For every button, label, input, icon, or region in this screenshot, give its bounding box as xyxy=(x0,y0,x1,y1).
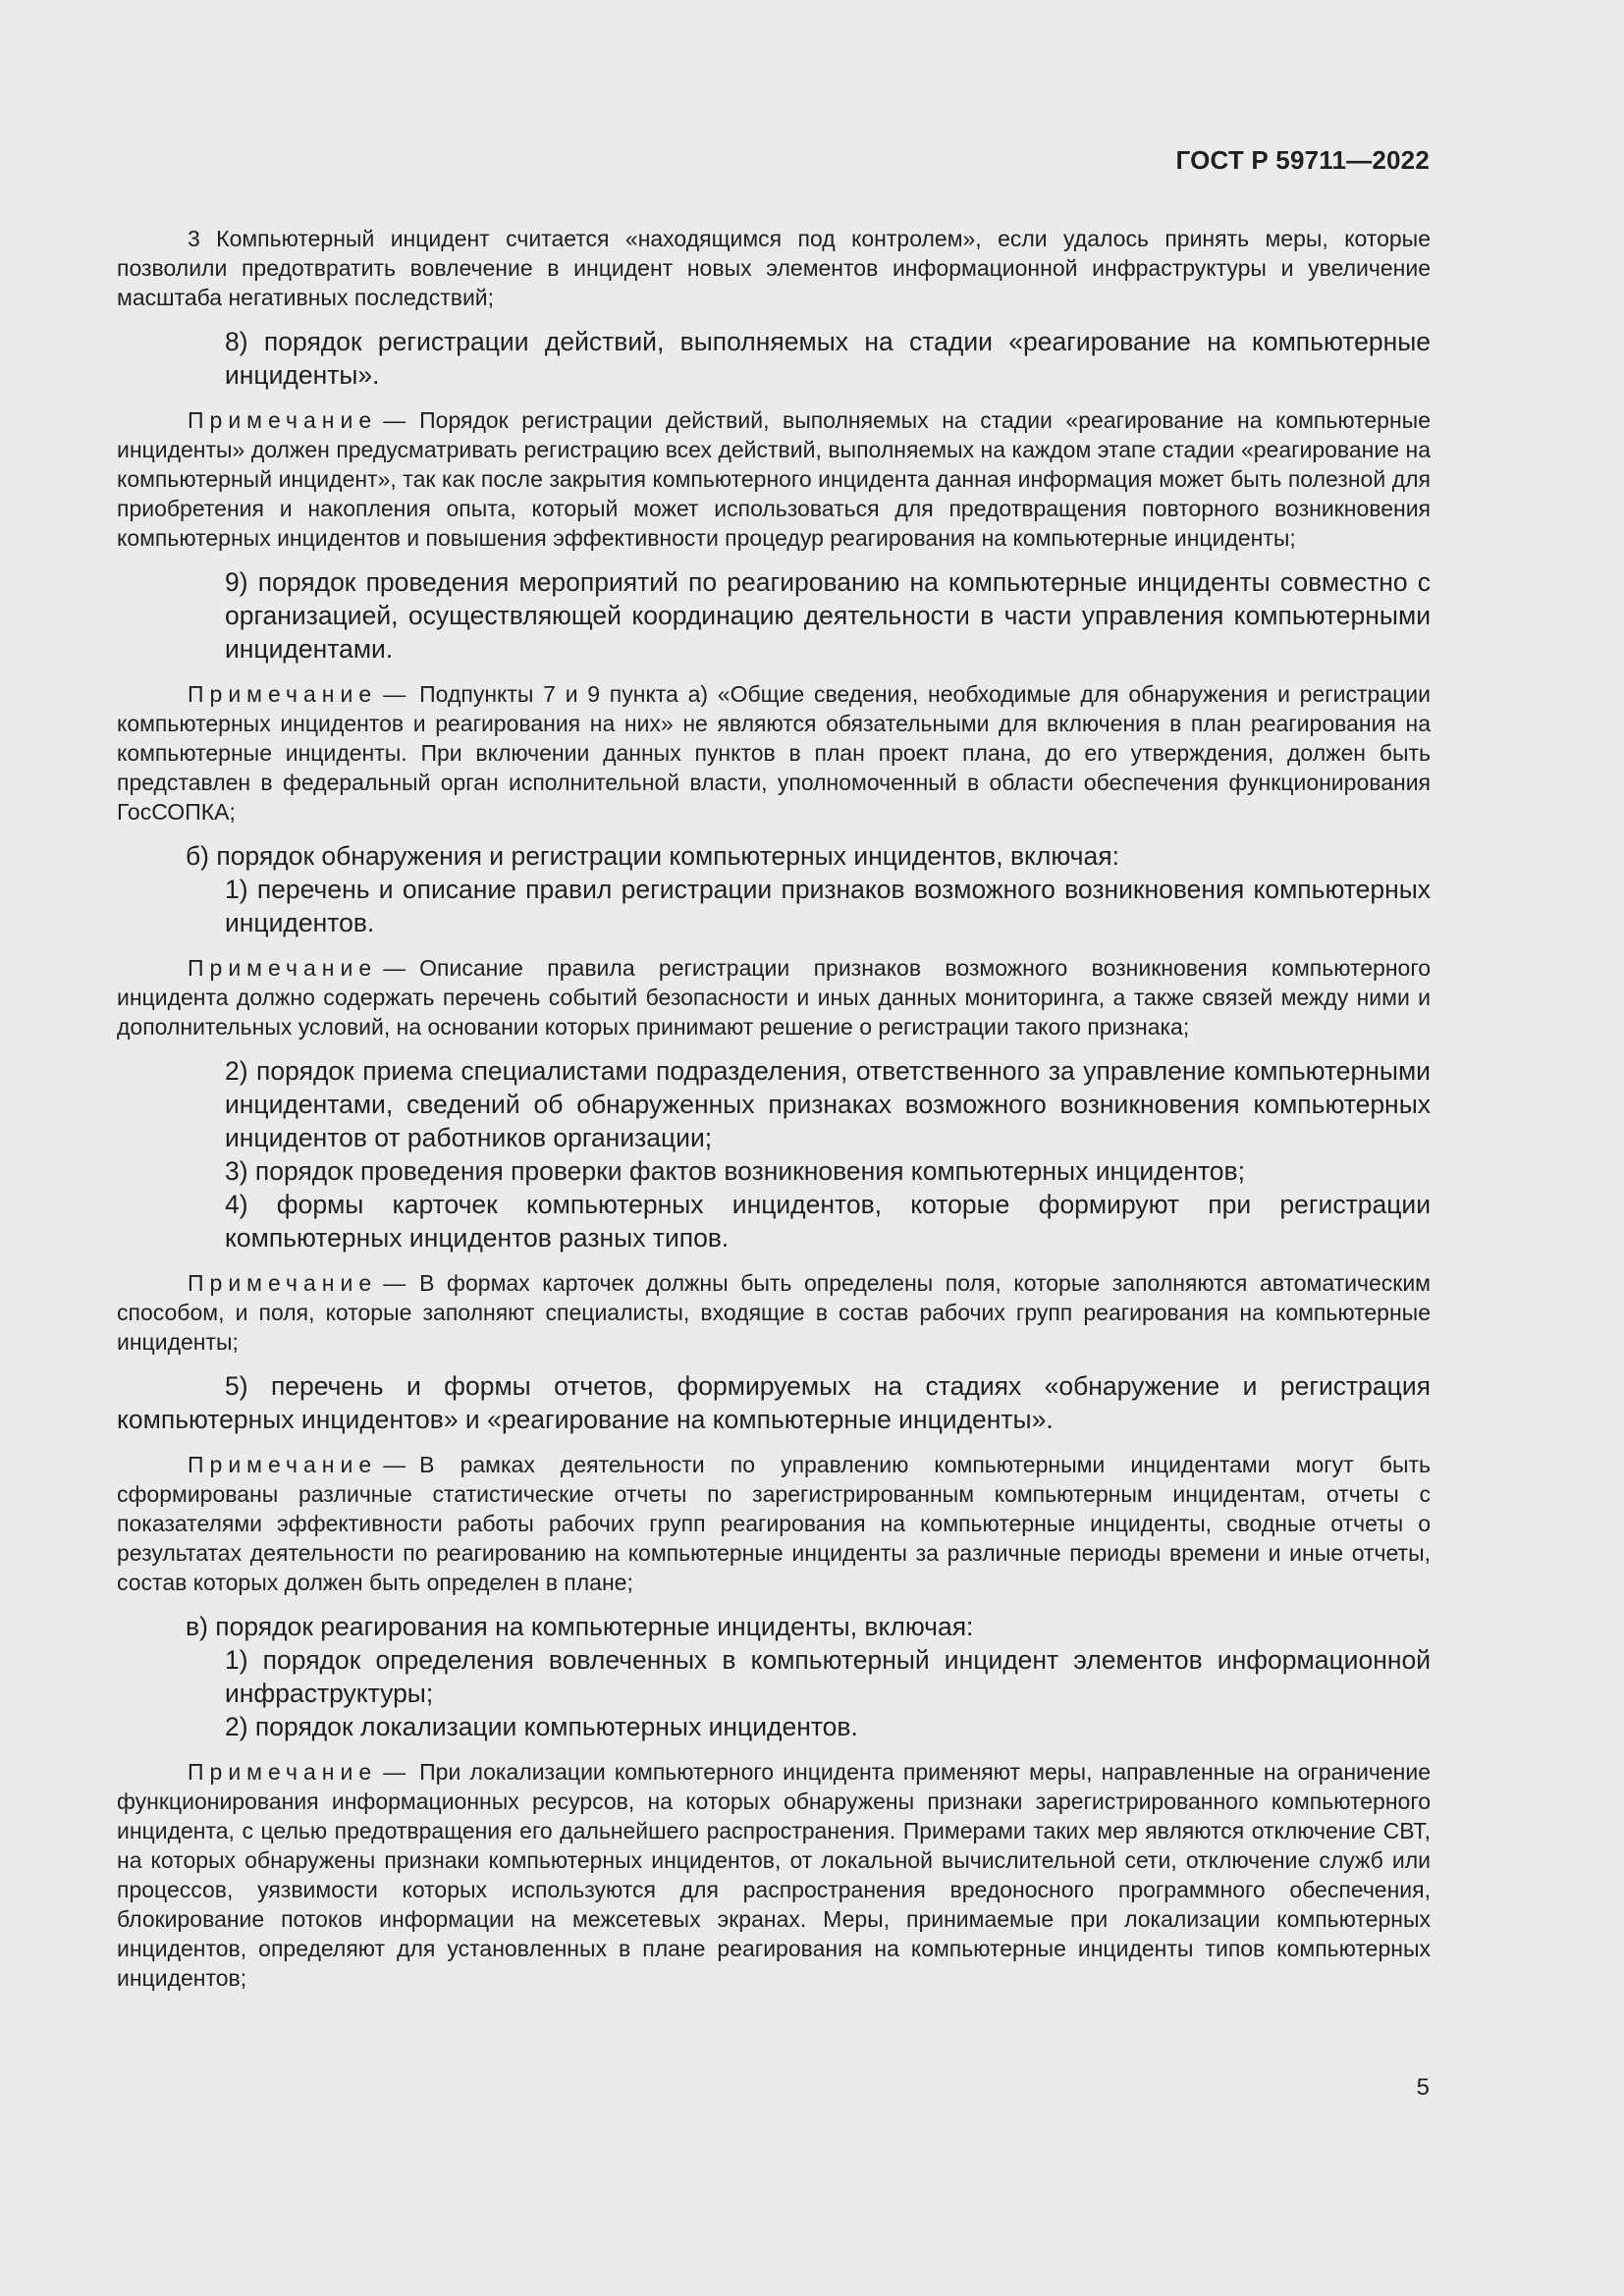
section-b-item-5: 5) перечень и формы отчетов, формируемых на стадиях «обнаружение и регистрация компьютерных инцидентов» и «реагирование на компьютерные инциденты». xyxy=(117,1371,1431,1434)
note-text: Подпункты 7 и 9 пункта а) «Общие сведения, необходимые для обнаружения и регистрации компьютерных инцидентов и реагирования на них» не являются обязательными для включения в план реагирования на компьютерные инциденты. При включении данных пунктов в план проект плана, до его утверждения, должен быть представлен в федеральный орган исполнительной власти, уполномоченный в области обеспечения функционирования ГосСОПКА; xyxy=(117,681,1431,825)
note-1 xyxy=(117,405,1431,553)
section-v-item-1: 1) порядок определения вовлеченных в компьютерный инцидент элементов информационной инфраструктуры; xyxy=(225,1645,1431,1708)
note-label: Примечание xyxy=(188,1452,378,1477)
section-b-item-3: 3) порядок проведения проверки фактов возникновения компьютерных инцидентов; xyxy=(225,1156,1245,1186)
page-body xyxy=(117,224,1431,2005)
paragraph-note-3: 3 Компьютерный инцидент считается «находящимся под контролем», если удалось принять меры, которые позволили предотвратить вовлечение в инцидент новых элементов информационной инфраструктуры и увеличение масштаба негативных последствий; xyxy=(117,226,1431,310)
note-text: В рамках деятельности по управлению компьютерными инцидентами могут быть сформированы различные статистические отчеты по зарегистрированным компьютерным инцидентам, отчеты с показателями эффективности работы рабочих групп реагирования на компьютерные инциденты, сводные отчеты о результатах деятельности по реагированию на компьютерные инциденты за различные периоды времени и иные отчеты, состав которых должен быть определен в плане; xyxy=(117,1452,1431,1595)
note-dash: — xyxy=(383,407,406,433)
note-label: Примечание xyxy=(188,407,378,433)
note-dash: — xyxy=(383,955,406,981)
note-dash: — xyxy=(383,681,406,707)
list-item-8: 8) порядок регистрации действий, выполняемых на стадии «реагирование на компьютерные инциденты». xyxy=(225,327,1431,390)
note-text: В формах карточек должны быть определены поля, которые заполняются автоматическим способом, и поля, которые заполняют специалисты, входящие в состав рабочих групп реагирования на компьютерные инциденты; xyxy=(117,1270,1431,1355)
note-label: Примечание xyxy=(188,1759,378,1785)
note-3 xyxy=(117,953,1431,1041)
note-label: Примечание xyxy=(188,681,378,707)
note-2 xyxy=(117,679,1431,827)
list-item-9: 9) порядок проведения мероприятий по реагированию на компьютерные инциденты совместно с организацией, осуществляющей координацию деятельности в части управления компьютерными инцидентами. xyxy=(225,567,1431,664)
section-b-item-1: 1) перечень и описание правил регистрации признаков возможного возникновения компьютерных инцидентов. xyxy=(225,875,1431,937)
page-number: 5 xyxy=(1416,2074,1430,2101)
document-code-header: ГОСТ Р 59711—2022 xyxy=(1175,145,1430,175)
section-v-item-2: 2) порядок локализации компьютерных инцидентов. xyxy=(225,1712,858,1741)
section-v-heading: в) порядок реагирования на компьютерные инциденты, включая: xyxy=(186,1612,974,1641)
note-4 xyxy=(117,1268,1431,1357)
note-6 xyxy=(117,1757,1431,1993)
section-b-item-4: 4) формы карточек компьютерных инцидентов, которые формируют при регистрации компьютерных инцидентов разных типов. xyxy=(225,1190,1431,1253)
section-b-item-2: 2) порядок приема специалистами подразделения, ответственного за управление компьютерными инцидентами, сведений об обнаруженных признаках возможного возникновения компьютерных инцидентов от работников организации; xyxy=(225,1056,1431,1152)
note-label: Примечание xyxy=(188,1270,378,1296)
note-dash: — xyxy=(383,1759,406,1785)
note-text: Описание правила регистрации признаков возможного возникновения компьютерного инцидента должно содержать перечень событий безопасности и иных данных мониторинга, а также связей между ними и дополнительных условий, на основании которых принимают решение о регистрации такого признака; xyxy=(117,955,1431,1040)
note-5 xyxy=(117,1450,1431,1597)
note-dash: — xyxy=(383,1270,406,1296)
note-text: Порядок регистрации действий, выполняемых на стадии «реагирование на компьютерные инциденты» должен предусматривать регистрацию всех действий, выполняемых на каждом этапе стадии «реагирование на компьютерный инцидент», так как после закрытия компьютерного инцидента данная информация может быть полезной для приобретения и накопления опыта, который может использоваться для предотвращения повторного возникновения компьютерных инцидентов и повышения эффективности процедур реагирования на компьютерные инциденты; xyxy=(117,407,1431,551)
note-dash: — xyxy=(383,1452,406,1477)
note-text: При локализации компьютерного инцидента применяют меры, направленные на ограничение функционирования информационных ресурсов, на которых обнаружены признаки зарегистрированного компьютерного инцидента, с целью предотвращения его дальнейшего распространения. Примерами таких мер являются отключение СВТ, на которых обнаружены признаки компьютерных инцидентов, от локальной вычислительной сети, отключение служб или процессов, уязвимости которых используются для распространения вредоносного программного обеспечения, блокирование потоков информации на межсетевых экранах. Меры, принимаемые при локализации компьютерных инцидентов, определяют для установленных в плане реагирования на компьютерные инциденты типов компьютерных инцидентов; xyxy=(117,1759,1431,1991)
section-b-heading: б) порядок обнаружения и регистрации компьютерных инцидентов, включая: xyxy=(186,841,1119,871)
note-label: Примечание xyxy=(188,955,378,981)
